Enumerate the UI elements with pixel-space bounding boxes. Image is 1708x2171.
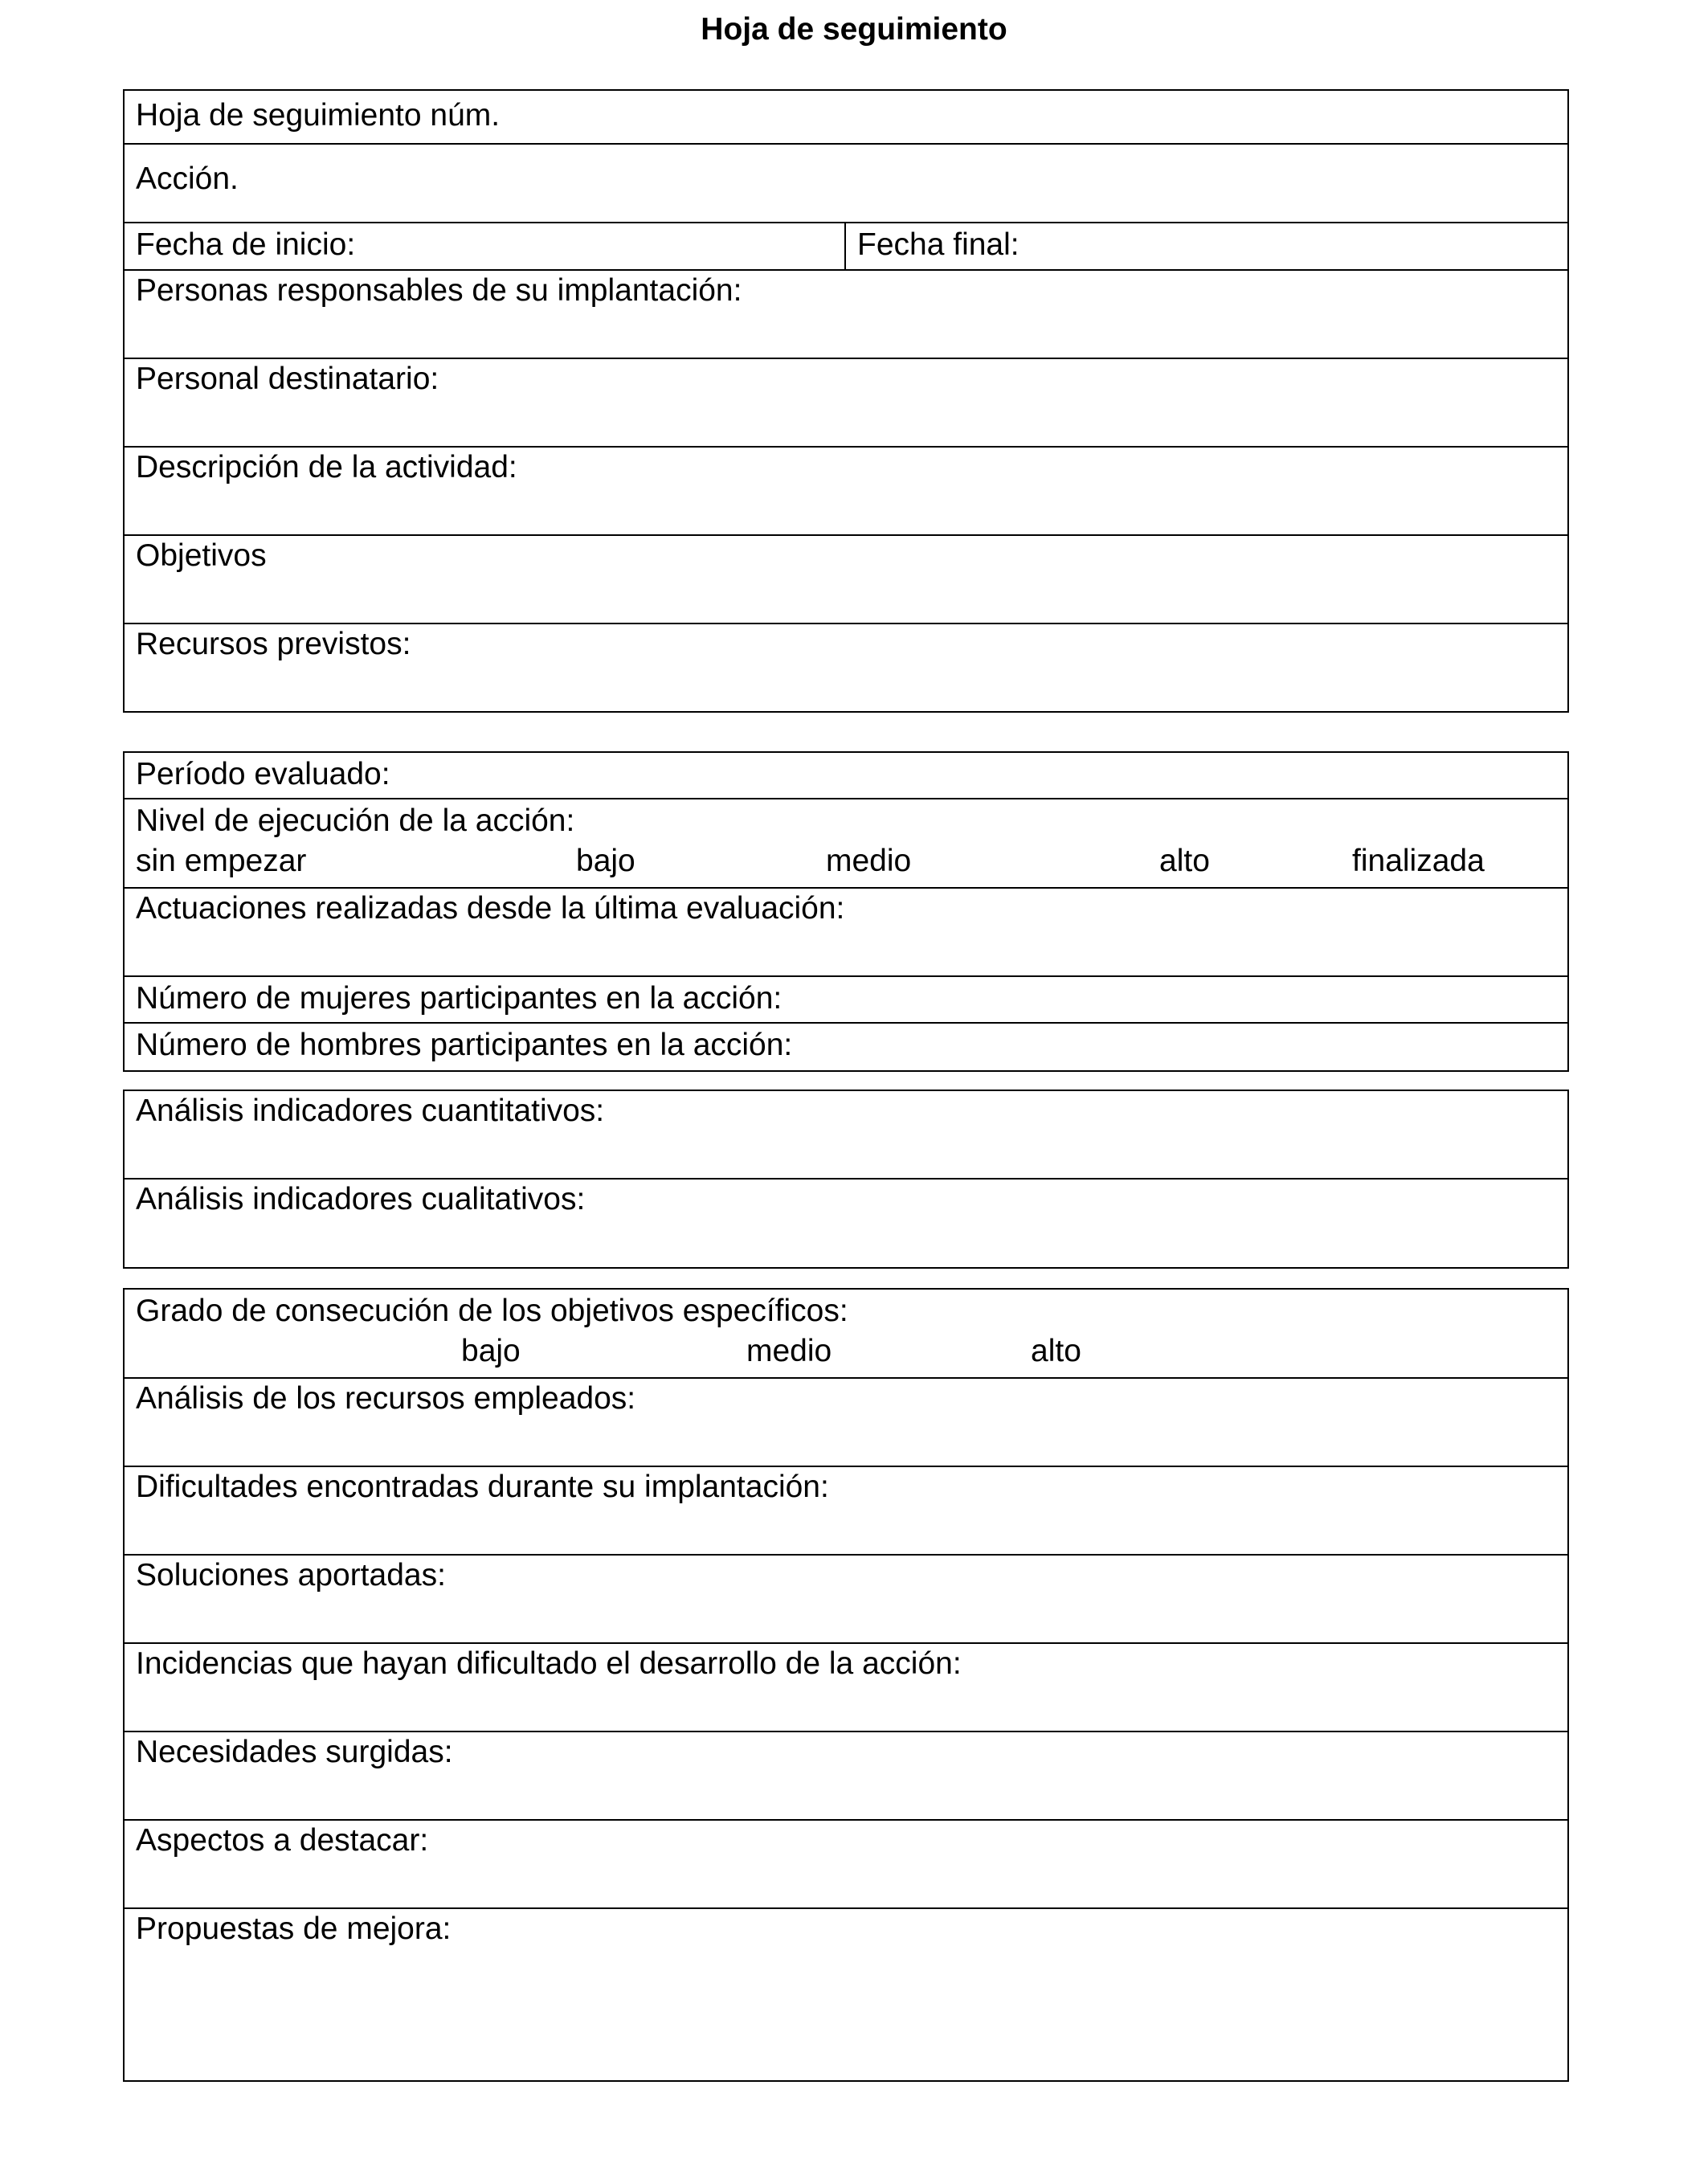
highlights-label: Aspectos a destacar:: [136, 1823, 429, 1858]
execution-level-option[interactable]: finalizada: [1352, 844, 1485, 878]
improvement-proposals-label: Propuestas de mejora:: [136, 1911, 452, 1946]
evaluation-section: [123, 751, 1569, 1072]
indicators-section: [123, 1090, 1569, 1269]
highlights-field[interactable]: [125, 1821, 1567, 1909]
dates-row: [125, 223, 1567, 271]
qualitative-indicators-label: Análisis indicadores cualitativos:: [136, 1182, 586, 1216]
evaluated-period-label: Período evaluado:: [136, 757, 390, 791]
tracking-sheet-number-field[interactable]: [125, 91, 1567, 145]
quantitative-indicators-label: Análisis indicadores cuantitativos:: [136, 1094, 605, 1128]
actions-since-last-evaluation-field[interactable]: [125, 889, 1567, 977]
end-date-label: Fecha final:: [857, 227, 1019, 262]
execution-level-option[interactable]: bajo: [576, 844, 635, 878]
objectives-achievement-field: [125, 1290, 1567, 1379]
execution-level-option[interactable]: medio: [826, 844, 912, 878]
execution-level-label: Nivel de ejecución de la acción:: [136, 803, 575, 838]
target-staff-label: Personal destinatario:: [136, 362, 439, 396]
achievement-option[interactable]: bajo: [461, 1334, 521, 1368]
execution-level-option[interactable]: sin empezar: [136, 844, 307, 878]
responsible-persons-field[interactable]: [125, 271, 1567, 359]
quantitative-indicators-field[interactable]: [125, 1091, 1567, 1180]
tracking-sheet-number-label: Hoja de seguimiento núm.: [136, 98, 501, 133]
action-field[interactable]: [125, 145, 1567, 223]
difficulties-field[interactable]: [125, 1467, 1567, 1556]
planned-resources-field[interactable]: [125, 624, 1567, 709]
execution-level-option[interactable]: alto: [1159, 844, 1210, 878]
women-participants-field[interactable]: [125, 977, 1567, 1024]
incidents-label: Incidencias que hayan dificultado el desarrollo de la acción:: [136, 1646, 962, 1681]
end-date-field[interactable]: [846, 223, 1567, 269]
needs-label: Necesidades surgidas:: [136, 1735, 453, 1769]
men-participants-label: Número de hombres participantes en la acción:: [136, 1028, 793, 1062]
evaluated-period-field[interactable]: [125, 753, 1567, 799]
solutions-field[interactable]: [125, 1556, 1567, 1644]
execution-level-field: [125, 799, 1567, 889]
qualitative-indicators-field[interactable]: [125, 1180, 1567, 1267]
resources-used-field[interactable]: [125, 1379, 1567, 1467]
planned-resources-label: Recursos previstos:: [136, 627, 411, 661]
achievement-option[interactable]: medio: [746, 1334, 832, 1368]
activity-description-field[interactable]: [125, 448, 1567, 536]
solutions-label: Soluciones aportadas:: [136, 1558, 446, 1592]
women-participants-label: Número de mujeres participantes en la acción:: [136, 981, 782, 1016]
activity-description-label: Descripción de la actividad:: [136, 450, 517, 484]
achievement-option[interactable]: alto: [1031, 1334, 1081, 1368]
difficulties-label: Dificultades encontradas durante su implantación:: [136, 1470, 829, 1504]
objectives-field[interactable]: [125, 536, 1567, 624]
incidents-field[interactable]: [125, 1644, 1567, 1732]
start-date-label: Fecha de inicio:: [136, 227, 356, 262]
action-info-section: [123, 89, 1569, 713]
page-title: Hoja de seguimiento: [701, 12, 1007, 47]
actions-since-last-evaluation-label: Actuaciones realizadas desde la última evaluación:: [136, 891, 845, 926]
start-date-field[interactable]: [125, 223, 846, 269]
responsible-persons-label: Personas responsables de su implantación:: [136, 273, 742, 308]
objectives-achievement-label: Grado de consecución de los objetivos específicos:: [136, 1294, 848, 1328]
objectives-label: Objetivos: [136, 538, 267, 573]
target-staff-field[interactable]: [125, 359, 1567, 448]
men-participants-field[interactable]: [125, 1024, 1567, 1070]
action-label: Acción.: [136, 161, 239, 196]
improvement-proposals-field[interactable]: [125, 1909, 1567, 2080]
results-section: [123, 1288, 1569, 2082]
needs-field[interactable]: [125, 1732, 1567, 1821]
resources-used-label: Análisis de los recursos empleados:: [136, 1381, 636, 1416]
